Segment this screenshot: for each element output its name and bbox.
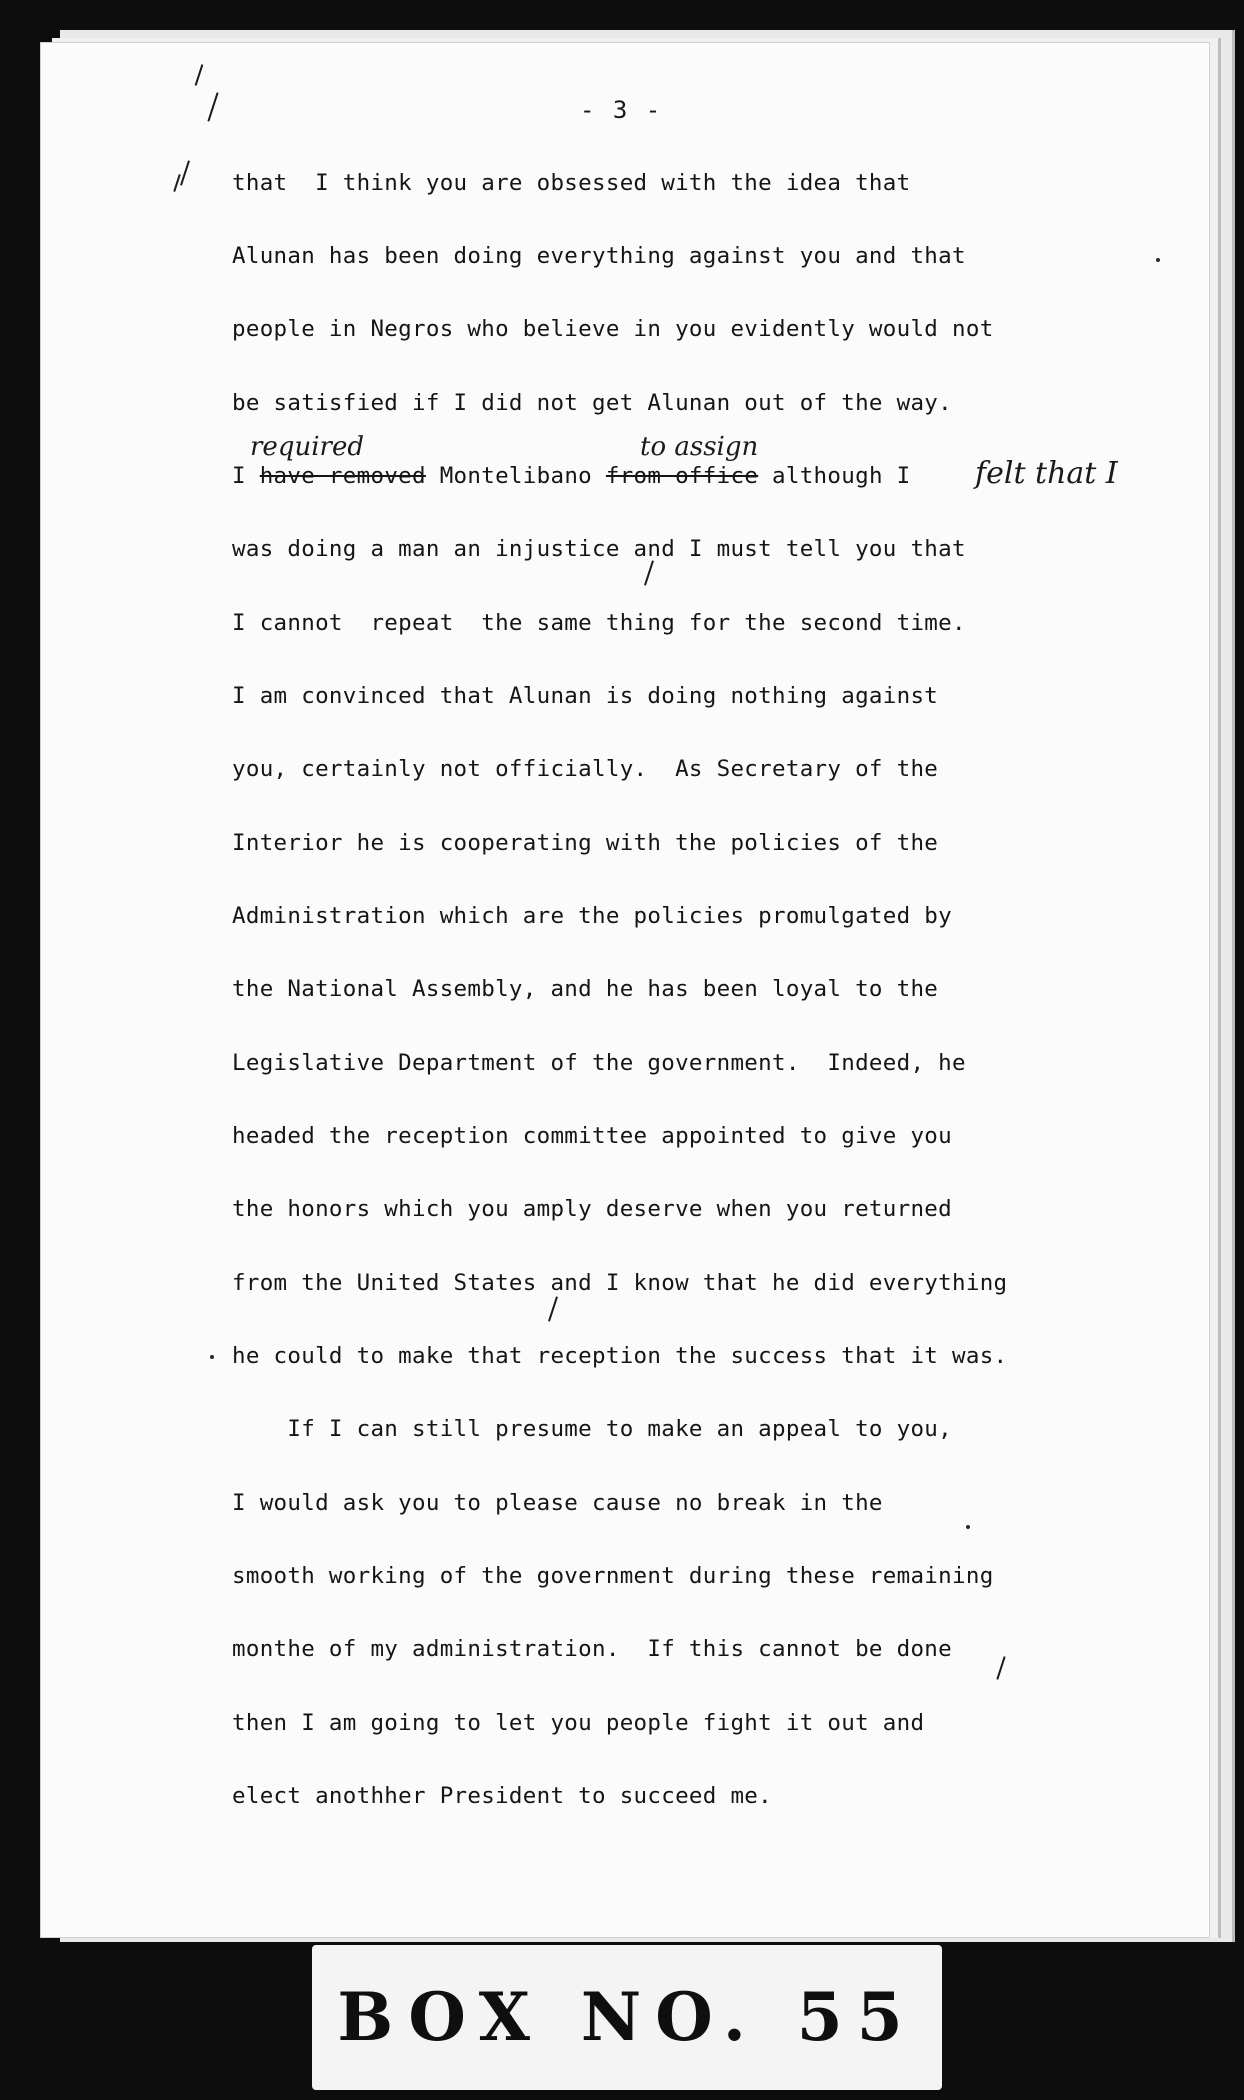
text-line-8: I am convinced that Alunan is doing nothing against [232, 683, 939, 709]
speck-mark [966, 1525, 970, 1529]
speck-mark [210, 1355, 214, 1359]
handwritten-to-assign: to assign [640, 432, 759, 462]
line-5-suffix: although I [758, 463, 911, 489]
text-line-14: headed the reception committee appointed to give you [232, 1123, 952, 1149]
text-line-23: elect anothher President to succeed me. [232, 1783, 772, 1809]
text-line-11: Administration which are the policies promulgated by [232, 903, 952, 929]
text-line-19: I would ask you to please cause no break in the [232, 1490, 883, 1516]
text-line-2: Alunan has been doing everything against you and that [232, 243, 966, 269]
struck-text-have-removed: have removed [259, 463, 426, 489]
text-line-1: that I think you are obsessed with the idea that [232, 170, 911, 196]
text-line-9: you, certainly not officially. As Secretary of the [232, 756, 939, 782]
struck-text-from-office: from office [605, 463, 759, 489]
text-line-3: people in Negros who believe in you evidently would not [232, 316, 994, 342]
text-line-22: then I am going to let you people fight it out and [232, 1710, 925, 1736]
text-line-18: If I can still presume to make an appeal to you, [232, 1416, 952, 1442]
speck-mark [1156, 258, 1160, 262]
text-line-20: smooth working of the government during these remaining [232, 1563, 994, 1589]
handwritten-required: required [250, 432, 364, 462]
text-line-10: Interior he is cooperating with the policies of the [232, 830, 939, 856]
text-line-12: the National Assembly, and he has been loyal to the [232, 976, 939, 1002]
text-line-17: he could to make that reception the success that it was. [232, 1343, 1008, 1369]
line-5-prefix: I [232, 463, 260, 489]
text-line-21: monthe of my administration. If this cannot be done [232, 1636, 952, 1662]
page-number: - 3 - [580, 96, 663, 124]
text-line-7: I cannot repeat the same thing for the second time. [232, 610, 966, 636]
text-line-13: Legislative Department of the government. Indeed, he [232, 1050, 966, 1076]
text-line-16: from the United States and I know that he did everything [232, 1270, 1008, 1296]
text-line-5 [232, 463, 910, 489]
line-5-mid: Montelibano [425, 463, 606, 489]
box-number-label: BOX NO. 55 [337, 1978, 917, 2056]
text-line-15: the honors which you amply deserve when you returned [232, 1196, 952, 1222]
text-line-6: was doing a man an injustice and I must tell you that [232, 536, 966, 562]
handwritten-margin-note: felt that I [975, 456, 1118, 491]
text-line-4: be satisfied if I did not get Alunan out of the way. [232, 390, 952, 416]
